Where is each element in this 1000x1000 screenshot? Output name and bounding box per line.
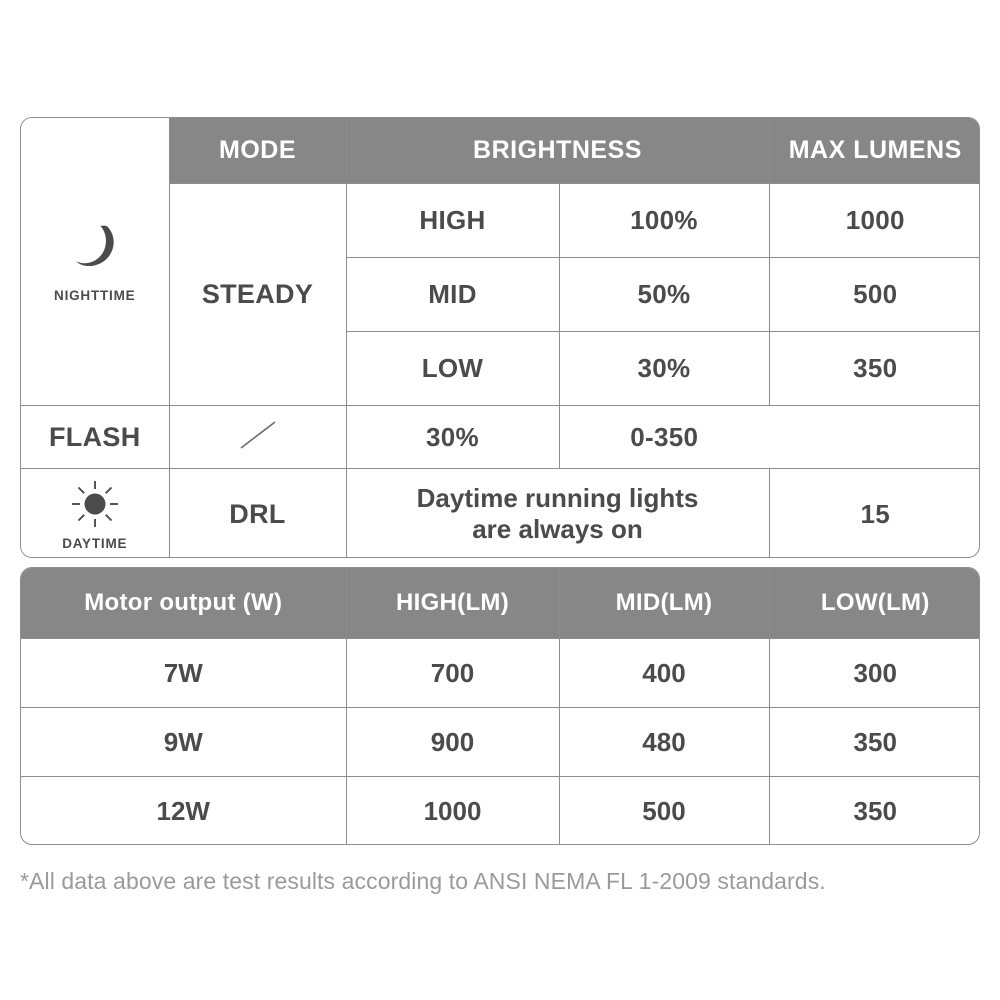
cell-brightness-pct-high: 100% <box>559 184 769 258</box>
cell-max-lumens-low: 350 <box>769 332 980 406</box>
cell-high-lm-7w: 700 <box>346 639 559 708</box>
cell-mid-lm-9w: 480 <box>559 708 769 777</box>
cell-motor-output-9w: 9W <box>21 708 346 777</box>
cell-brightness-pct-flash: 30% <box>346 406 559 469</box>
header-mode: MODE <box>169 118 346 184</box>
daytime-label: DAYTIME <box>62 535 128 551</box>
cell-low-lm-7w: 300 <box>769 639 980 708</box>
header-low-lm: LOW(LM) <box>769 568 980 639</box>
daytime-icon-cell <box>21 469 169 559</box>
header-motor-output: Motor output (W) <box>21 568 346 639</box>
table-header-row <box>21 118 980 184</box>
cell-max-lumens-mid: 500 <box>769 258 980 332</box>
cell-mode-flash: FLASH <box>21 406 169 469</box>
cell-high-lm-9w: 900 <box>346 708 559 777</box>
nighttime-icon-cell <box>21 118 169 406</box>
cell-max-lumens-drl: 15 <box>769 469 980 559</box>
cell-low-lm-9w: 350 <box>769 708 980 777</box>
nighttime-icon-wrap <box>21 220 169 303</box>
header-mid-lm: MID(LM) <box>559 568 769 639</box>
table-row <box>21 639 980 708</box>
sun-icon <box>66 478 124 530</box>
slash-icon <box>235 418 281 452</box>
table-header-row <box>21 568 980 639</box>
cell-brightness-pct-mid: 50% <box>559 258 769 332</box>
nighttime-label: NIGHTTIME <box>54 288 136 303</box>
cell-low-lm-12w: 350 <box>769 777 980 846</box>
header-high-lm: HIGH(LM) <box>346 568 559 639</box>
cell-brightness-pct-low: 30% <box>559 332 769 406</box>
header-max-lumens: MAX LUMENS <box>769 118 980 184</box>
table-row <box>21 406 980 469</box>
moon-icon <box>64 220 126 282</box>
cell-mode-steady: STEADY <box>169 184 346 406</box>
cell-max-lumens-high: 1000 <box>769 184 980 258</box>
motor-output-grid <box>21 568 980 845</box>
mode-brightness-grid <box>21 118 980 558</box>
header-brightness: BRIGHTNESS <box>346 118 769 184</box>
cell-brightness-low: LOW <box>346 332 559 406</box>
cell-brightness-high: HIGH <box>346 184 559 258</box>
footnote-text: *All data above are test results according to ANSI NEMA FL 1-2009 standards. <box>20 868 826 894</box>
cell-brightness-mid: MID <box>346 258 559 332</box>
cell-motor-output-12w: 12W <box>21 777 346 846</box>
cell-brightness-flash <box>169 406 346 469</box>
cell-max-lumens-flash: 0-350 <box>559 406 769 469</box>
motor-output-table <box>20 567 980 845</box>
cell-mid-lm-12w: 500 <box>559 777 769 846</box>
table-row <box>21 469 980 559</box>
table-row <box>21 708 980 777</box>
drl-line-1: Daytime running lights <box>416 482 699 513</box>
daytime-icon-wrap <box>21 478 169 551</box>
cell-mode-drl: DRL <box>169 469 346 559</box>
cell-motor-output-7w: 7W <box>21 639 346 708</box>
drl-line-2: are always on <box>472 514 643 545</box>
mode-brightness-table <box>20 117 980 558</box>
cell-high-lm-12w: 1000 <box>346 777 559 846</box>
cell-brightness-drl <box>346 469 769 559</box>
table-row <box>21 777 980 846</box>
cell-mid-lm-7w: 400 <box>559 639 769 708</box>
drl-description <box>347 481 769 548</box>
